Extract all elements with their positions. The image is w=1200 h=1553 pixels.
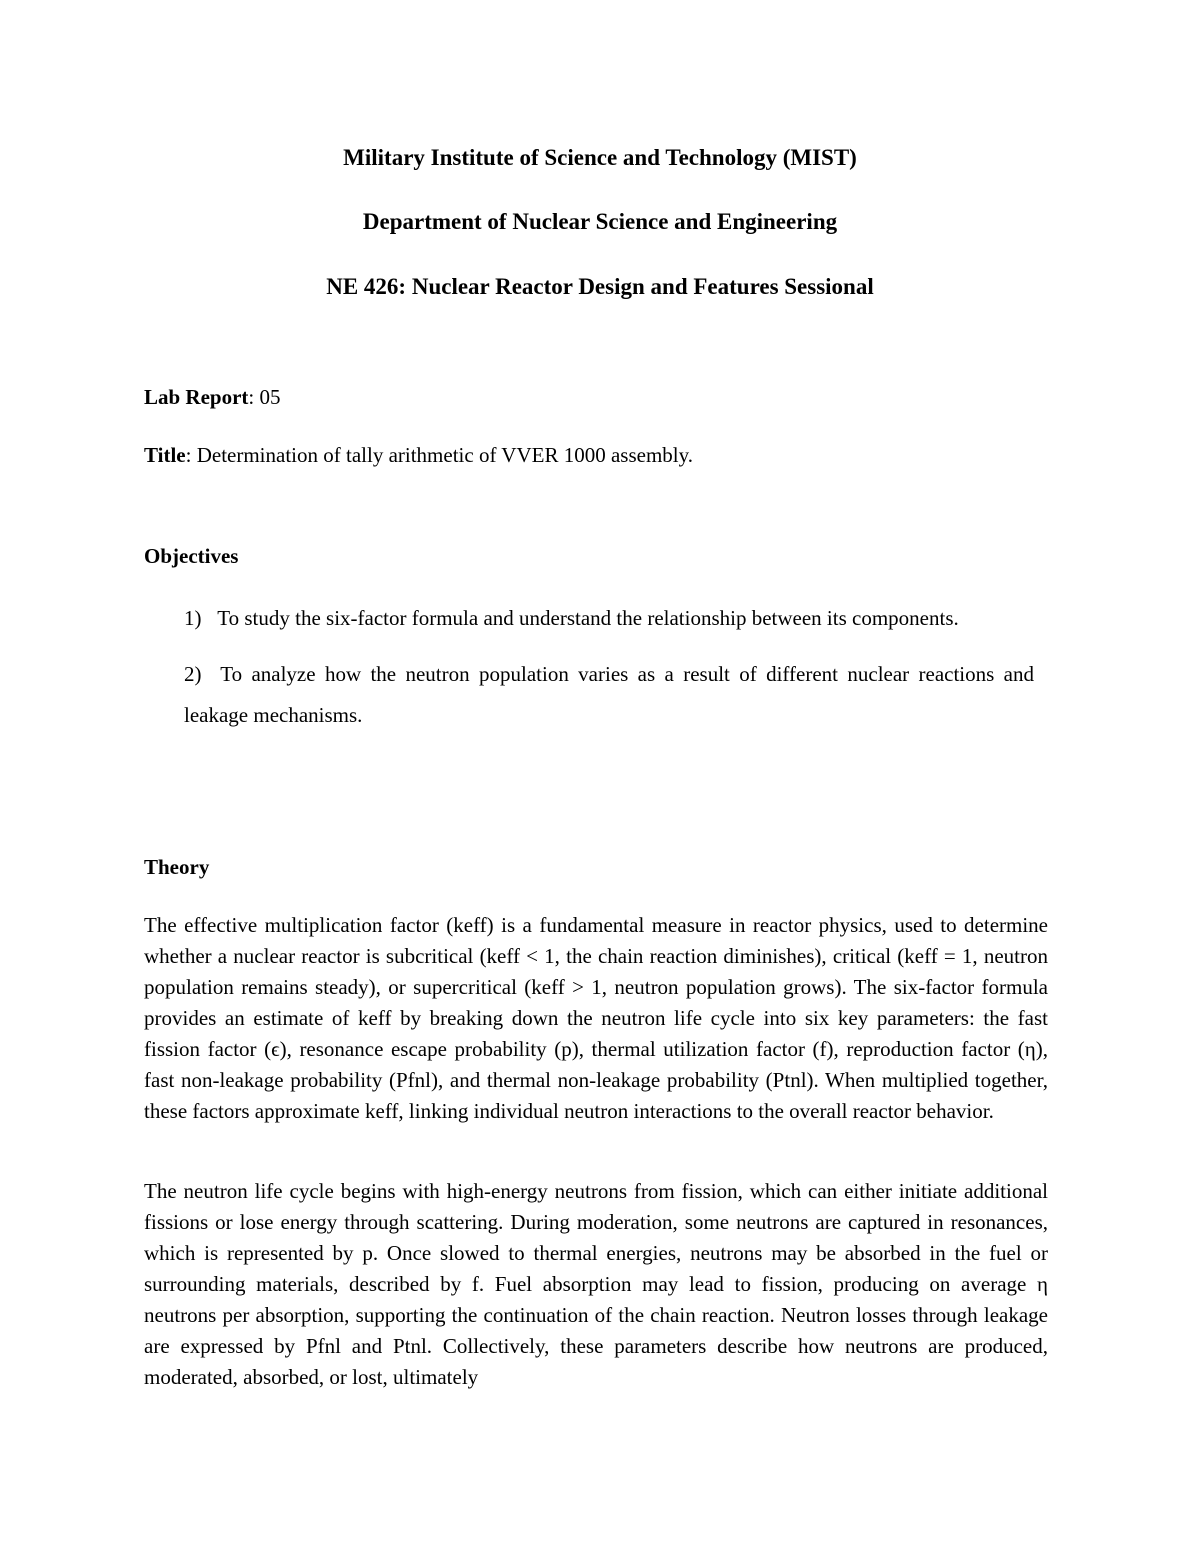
lab-report-line: [144, 384, 281, 410]
lab-report-label: Lab Report: [144, 385, 249, 409]
theory-paragraph: The neutron life cycle begins with high-energy neutrons from fission, which can either initiate additional fissions or lose energy through scattering. During moderation, some neutrons are captured in resonances, which is represented by p. Once slowed to thermal energies, neutrons may be absorbed in the fuel or surrounding materials, described by f. Fuel absorption may lead to fission, producing on average η neutrons per absorption, supporting the continuation of the chain reaction. Neutron losses through leakage are expressed by Pfnl and Ptnl. Collectively, these parameters describe how neutrons are produced, moderated, absorbed, or lost, ultimately: [144, 1179, 1048, 1389]
department-name: Department of Nuclear Science and Engineering: [362, 209, 838, 234]
list-item-text: To study the six-factor formula and understand the relationship between its components.: [217, 606, 959, 630]
lab-report-value: : 05: [248, 385, 281, 409]
report-title-line: [144, 442, 693, 468]
list-item-text: To analyze how the neutron population varies as a result of different nuclear reactions and leakage mechanisms.: [184, 662, 1035, 727]
objectives-heading: Objectives: [144, 544, 239, 568]
list-item: [184, 598, 1034, 639]
report-title-value: : Determination of tally arithmetic of VVER 1000 assembly.: [185, 443, 694, 467]
report-title-label: Title: [144, 443, 186, 467]
course-title: NE 426: Nuclear Reactor Design and Features Sessional: [326, 274, 874, 299]
theory-paragraph: The effective multiplication factor (keff) is a fundamental measure in reactor physics, used to determine whether a nuclear reactor is subcritical (keff < 1, the chain reaction diminishes), critical (keff = 1, neutron population remains steady), or supercritical (keff > 1, neutron population grows). The six-factor formula provides an estimate of keff by breaking down the neutron life cycle into six key parameters: the fast fission factor (ϵ), resonance escape probability (p), thermal utilization factor (f), reproduction factor (η), fast non-leakage probability (Pfnl), and thermal non-leakage probability (Ptnl). When multiplied together, these factors approximate keff, linking individual neutron interactions to the overall reactor behavior.: [144, 913, 1048, 1123]
institution-name: Military Institute of Science and Technology (MIST): [343, 145, 857, 170]
list-item: [184, 654, 1034, 736]
objectives-list: [184, 598, 1034, 736]
list-item-number: 2): [184, 662, 202, 686]
theory-heading: Theory: [144, 855, 210, 879]
list-item-number: 1): [184, 606, 202, 630]
